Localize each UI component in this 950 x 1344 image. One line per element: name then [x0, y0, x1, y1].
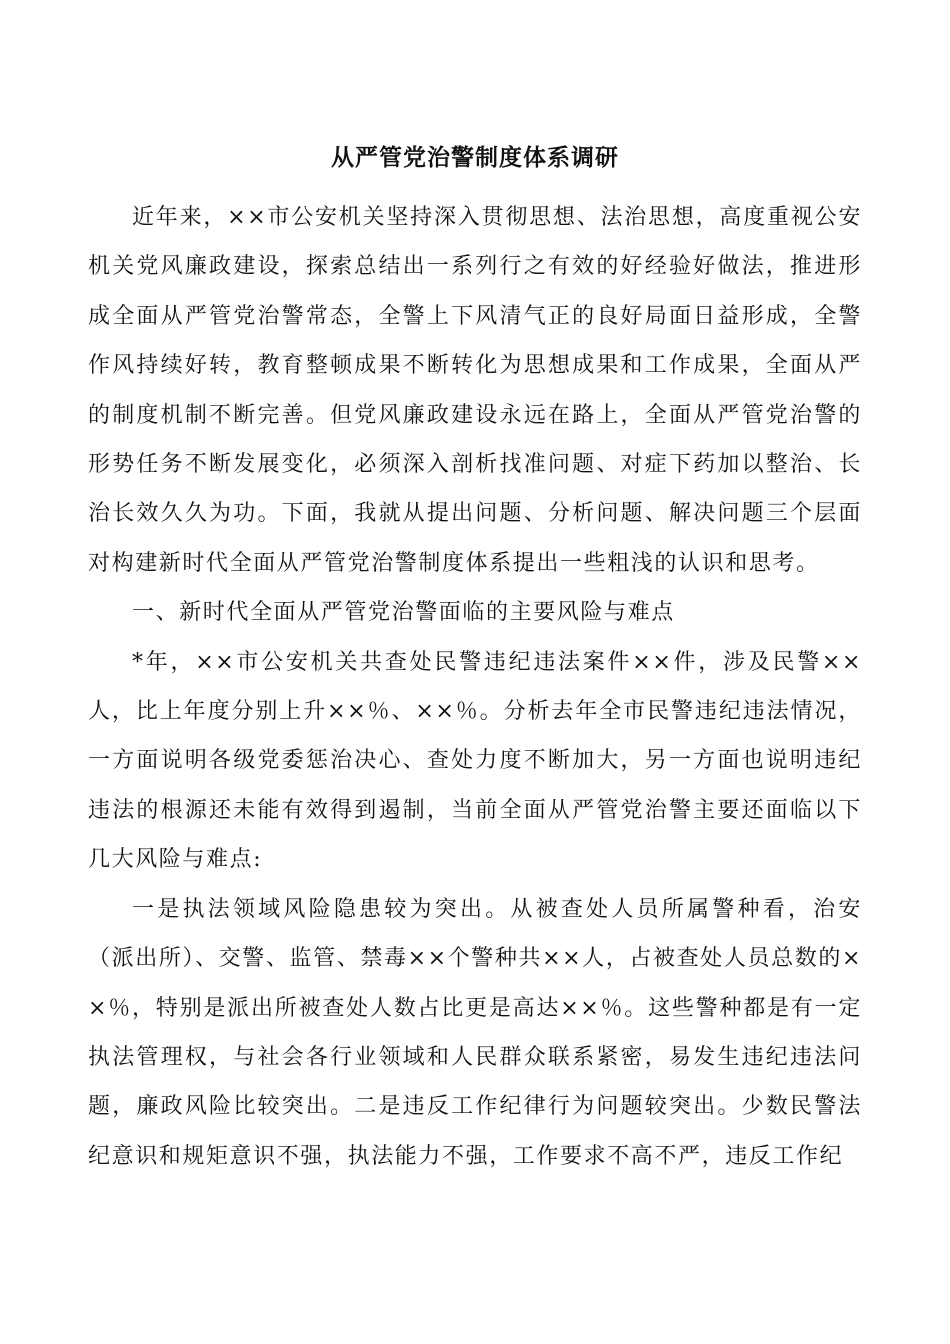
paragraph-intro: 近年来，××市公安机关坚持深入贯彻思想、法治思想，高度重视公安机关党风廉政建设，探索总结出一系列行之有效的好经验好做法，推进形成全面从严管党治警常态，全警上下风清气正的良好局面日益形成，全警作风持续好转，教育整顿成果不断转化为思想成果和工作成果，全面从严的制度机制不断完善。但党风廉政建设永远在路上，全面从严管党治警的形势任务不断发展变化，必须深入剖析找准问题、对症下药加以整治、长治长效久久为功。下面，我就从提出问题、分析问题、解决问题三个层面对构建新时代全面从严管党治警制度体系提出一些粗浅的认识和思考。 [88, 205, 862, 576]
section-heading-1: 一、新时代全面从严管党治警面临的主要风险与难点 [132, 600, 675, 626]
document-body [88, 193, 862, 1181]
document-title: 从严管党治警制度体系调研 [331, 145, 619, 171]
paragraph-statistics: *年，××市公安机关共查处民警违纪违法案件××件，涉及民警××人，比上年度分别上升××％、××％。分析去年全市民警违纪违法情况，一方面说明各级党委惩治决心、查处力度不断加大，另一方面也说明违纪违法的根源还未能有效得到遏制，当前全面从严管党治警主要还面临以下几大风险与难点: [88, 649, 862, 873]
paragraph-risk-points: 一是执法领域风险隐患较为突出。从被查处人员所属警种看，治安（派出所）、交警、监管、禁毒××个警种共××人，占被查处人员总数的××％，特别是派出所被查处人数占比更是高达××％。这些警种都是有一定执法管理权，与社会各行业领域和人民群众联系紧密，易发生违纪违法问题，廉政风险比较突出。二是违反工作纪律行为问题较突出。少数民警法纪意识和规矩意识不强，执法能力不强，工作要求不高不严，违反工作纪 [88, 896, 862, 1169]
